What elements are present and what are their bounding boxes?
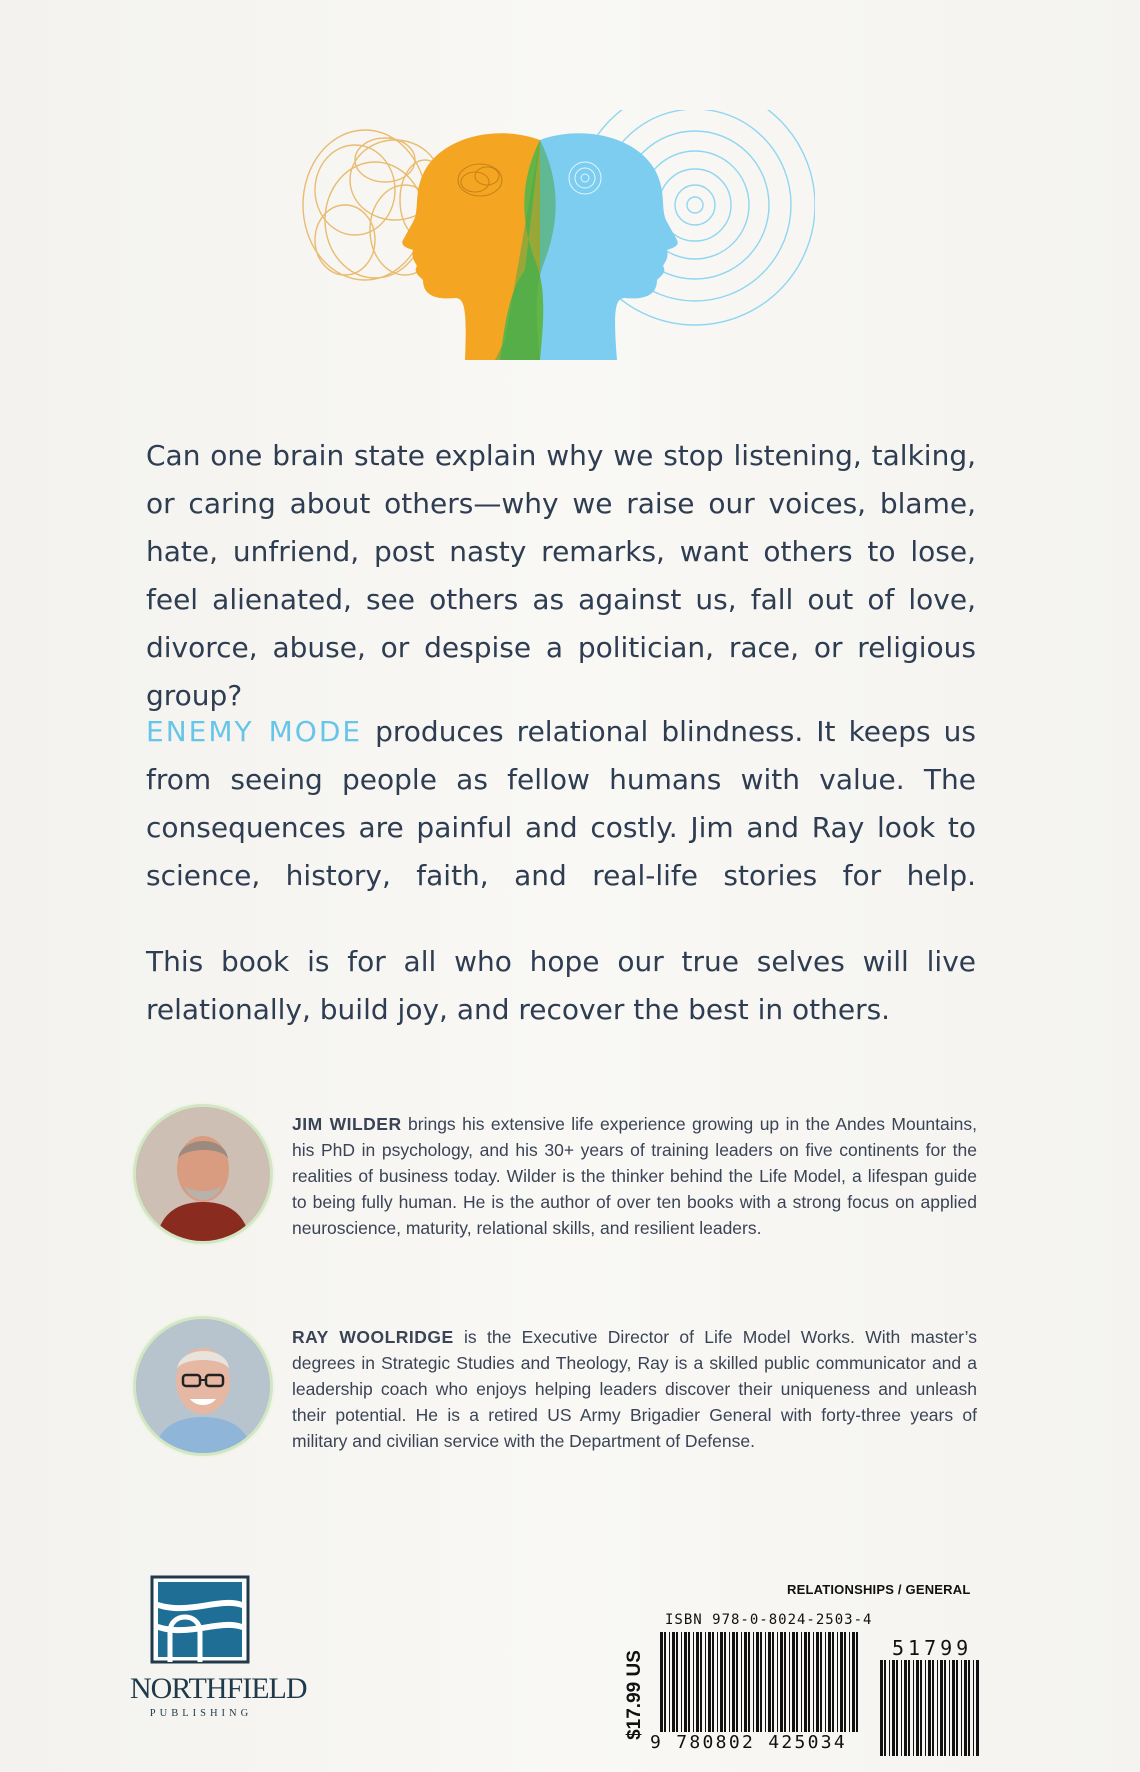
- publisher-name: NORTHFIELD: [130, 1672, 307, 1705]
- price-addon-barcode: [880, 1660, 980, 1756]
- author-bio-text: is the Executive Director of Life Model Works. With master’s degrees in Strategic Studies and Theology, Ray is a skilled public communicator and a leadership coach who enjoys helping leaders discover their uniqueness and unleash their potential. He is a retired US Army Brigadier General with forty-three years of military and civilian service with the Department of Defense.: [292, 1326, 977, 1451]
- blurb-paragraph-1: Can one brain state explain why we stop listening, talking, or caring about others—why we raise our voices, blame, hate, unfriend, post nasty remarks, want others to lose, feel alienated, see others as against us, fall out of love, divorce, abuse, or despise a politician, race, or religious group?: [146, 439, 976, 712]
- price-text: $17.99 US: [624, 1649, 645, 1740]
- two-heads-illustration: [295, 110, 815, 360]
- author-name-ray-woolridge: RAY WOOLRIDGE: [292, 1326, 454, 1347]
- author-photo-ray-woolridge: [133, 1316, 273, 1456]
- blurb-paragraph-2-text: produces relational blindness. It keeps us from seeing people as fellow humans with value. The consequences are painful and costly. Jim and Ray look to science, history, faith, and real-life stories for help.: [146, 715, 976, 892]
- publisher-sub: PUBLISHING: [149, 1708, 253, 1719]
- author-name-jim-wilder: JIM WILDER: [292, 1113, 402, 1134]
- enemy-mode-highlight: ENEMY MODE: [146, 715, 363, 748]
- author-photo-jim-wilder: [133, 1104, 273, 1244]
- price-label: [620, 1632, 650, 1757]
- blurb-paragraph-3: This book is for all who hope our true selves will live relationally, build joy, and recover the best in others.: [146, 945, 976, 1026]
- isbn-label: ISBN 978-0-8024-2503-4: [665, 1612, 873, 1628]
- blurb-paragraph-2: [146, 708, 976, 900]
- author-bio-text: brings his extensive life experience growing up in the Andes Mountains, his PhD in psychology, and his 30+ years of training leaders on five continents for the realities of business today. Wilder is the thinker behind the Life Model, a lifespan guide to being fully human. He is the author of over ten books with a strong focus on applied neuroscience, maturity, relational skills, and resilient leaders.: [292, 1113, 977, 1238]
- northfield-logo-icon: [130, 1572, 307, 1747]
- author-bio-jim-wilder: [292, 1111, 977, 1241]
- addon-digits: 51799: [892, 1636, 973, 1660]
- barcode-digits: 9 780802 425034: [650, 1732, 848, 1753]
- category-label: RELATIONSHIPS / GENERAL: [787, 1582, 971, 1597]
- isbn-barcode: [660, 1632, 860, 1732]
- author-bio-ray-woolridge: [292, 1324, 977, 1454]
